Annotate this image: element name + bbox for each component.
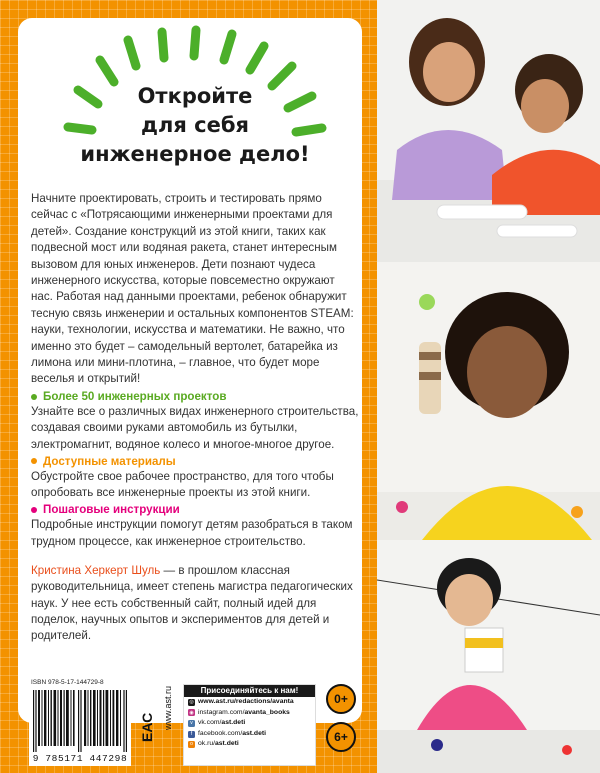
barcode-number: 9 785171 447298 [32, 753, 128, 764]
social-header: Присоединяйтесь к нам! [184, 685, 315, 697]
author-dash: — [160, 564, 179, 577]
instagram-icon: ◉ [189, 709, 194, 716]
headline-line: Откройте [137, 84, 253, 108]
age-mark-0: 0+ [326, 684, 356, 714]
photo-girl-rocket [377, 262, 600, 540]
vk-icon: v [188, 720, 195, 727]
description-paragraph: Начните проектировать, строить и тестировать прямо сейчас с «Потрясающими инженерными проектами для детей». Создание конструкций из этой книги, таких как подвесной мост или водяная ракета, станет интересным вызовом для юных инженеров. Дети познают чудеса инженерного искусства, которые повсеместно окружают нас. Работая над данными проектами, ребенок обнаружит тесную связь инженерии и остальных компонентов STEAM: науки, технологии, искусства и математики. Не важно, что именно это будет – самодельный вертолет, батарейка из лимона или мини-плотина, – главное, что будет море веселья и открытий! [31, 192, 354, 386]
social-link[interactable] [184, 708, 315, 719]
social-prefix: instagram.com/ [198, 708, 245, 716]
age-mark-6: 6+ [326, 722, 356, 752]
feature-item [31, 502, 361, 550]
barcode-image [33, 690, 127, 752]
feature-desc: Узнайте все о различных видах инженерного строительства, создавая своими руками автомобиль из бутылки, электромагнит, водяное колесо и многое-многое другое. [31, 405, 359, 451]
headline-line: инженерное дело! [80, 142, 310, 166]
eac-mark: ЕАС [139, 712, 155, 742]
social-link[interactable] [184, 729, 315, 740]
social-link[interactable] [184, 697, 315, 708]
description [31, 191, 359, 388]
feature-title-text: Пошаговые инструкции [43, 503, 180, 517]
social-handle: ast.deti [221, 719, 246, 727]
globe-icon: ◎ [189, 699, 194, 705]
feature-list [31, 389, 361, 551]
social-handle: www.ast.ru/redactions/avanta [198, 698, 294, 705]
social-handle: avanta_books [244, 708, 290, 716]
feature-item [31, 454, 361, 502]
social-handle: ast.deti [215, 740, 239, 748]
isbn: ISBN 978-5-17-144729-8 [31, 679, 104, 686]
social-link[interactable] [184, 739, 315, 750]
author-bio [31, 563, 361, 644]
feature-title [31, 502, 361, 517]
social-prefix: vk.com/ [198, 719, 222, 727]
social-box [183, 684, 316, 766]
feature-item [31, 389, 361, 453]
author-text: в прошлом классная руководительница, имеет степень магистра педагогических наук. У нее есть собственный сайт, полный идей для поделок, научных опытов и экспериментов для детей и родителей. [31, 564, 353, 643]
feature-title-text: Доступные материалы [43, 454, 176, 468]
social-prefix: ok.ru/ [198, 740, 215, 748]
facebook-icon: f [188, 731, 195, 738]
bullet-icon [31, 507, 37, 513]
author-name: Кристина Херкерт Шуль [31, 564, 161, 577]
feature-title [31, 389, 361, 404]
feature-desc: Обустройте свое рабочее пространство, для того чтобы опробовать все инженерные проекты из этой книги. [31, 469, 334, 500]
feature-title-text: Более 50 инженерных проектов [43, 390, 227, 403]
bullet-icon [31, 394, 37, 400]
site-vertical: www.ast.ru [163, 685, 173, 730]
headline [30, 82, 360, 169]
photo-boy-cable-car [377, 540, 600, 773]
feature-title [31, 454, 361, 469]
bullet-icon [31, 458, 37, 464]
social-handle: ast.deti [242, 729, 266, 737]
ok-icon: o [188, 741, 195, 748]
feature-desc: Подробные инструкции помогут детям разобраться в таком трудном процессе, как инженерное строительство. [31, 518, 353, 548]
social-link[interactable] [184, 718, 315, 729]
social-prefix: facebook.com/ [198, 729, 243, 737]
photo-children-building [377, 0, 600, 262]
headline-line: для себя [141, 113, 249, 137]
